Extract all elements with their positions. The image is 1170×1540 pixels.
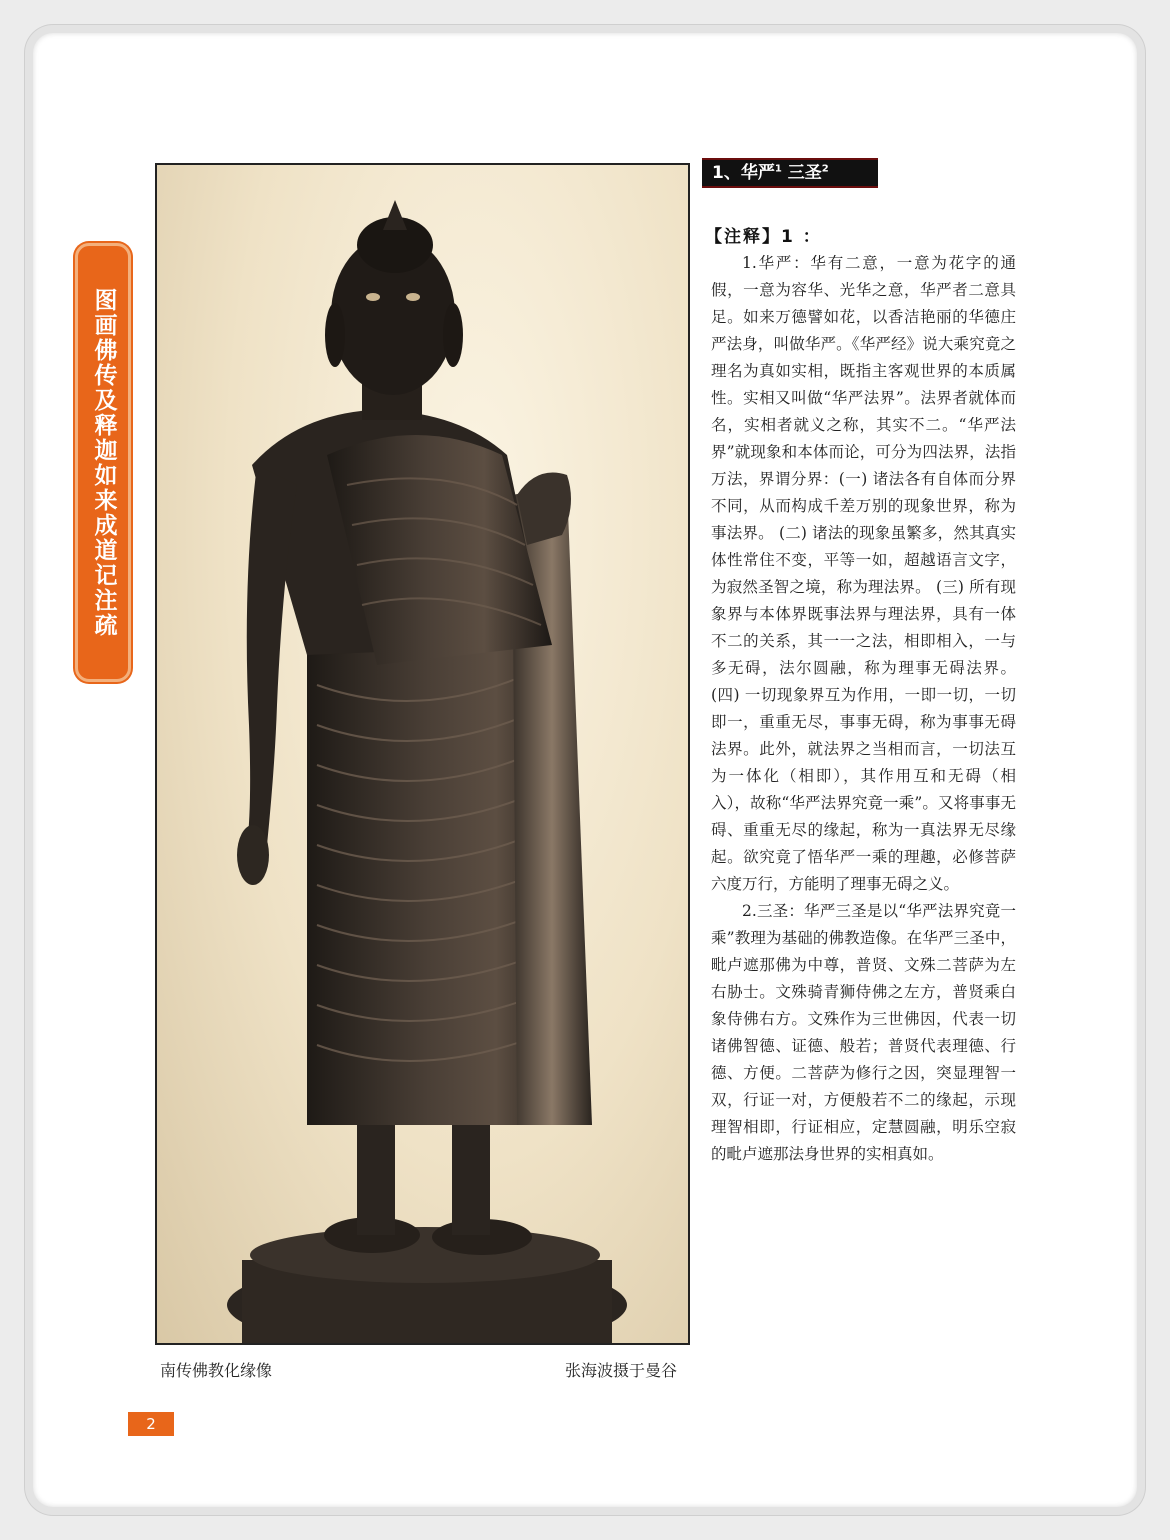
sidebar-title-tab (75, 243, 131, 682)
right-leg (452, 1115, 490, 1235)
right-ear (443, 303, 463, 367)
right-eye (406, 293, 420, 301)
left-hand (237, 825, 269, 885)
page-number: 2 (128, 1412, 174, 1436)
pedestal-top (250, 1227, 600, 1283)
photo-caption-title: 南传佛教化缘像 (160, 1361, 273, 1380)
buddha-statue-photo (155, 163, 690, 1345)
note-paragraph-sansheng: 2.三圣：华严三圣是以“华严法界究竟一乘”教理为基础的佛教造像。在华严三圣中，毗卢遮那佛为中尊，普贤、文殊二菩萨为左右胁士。文殊骑青狮侍佛之左方，普贤乘白象侍佛右方。文殊作为三世佛因，代表一切诸佛智德、证德、般若；普贤代表理德、行德、方便。二菩萨为修行之因，突显理智一双，行证一对，方便般若不二的缘起，示现理智相即，行证相应，定慧圆融，明乐空寂的毗卢遮那法身世界的实相真如。 (711, 902, 1016, 1163)
left-leg (357, 1115, 395, 1235)
section-heading (702, 158, 878, 188)
left-ear (325, 303, 345, 367)
standing-buddha-illustration (157, 165, 690, 1345)
notes-body (711, 250, 1016, 1168)
section-heading-number: 1、华严 (712, 163, 775, 183)
note-paragraph-huayan: 1.华严：华有二意，一意为花字的通假，一意为容华、光华之意，华严者二意具足。如来万德譬如花，以香洁艳丽的华德庄严法身，叫做华严。《华严经》说大乘究竟之理名为真如实相，既指主客观世界的本质属性。实相又叫做“华严法界”。法界者就体而名，实相者就义之称，其实不二。“华严法界”就现象和本体而论，可分为四法界，法指万法，界谓分界：(一) 诸法各有自体而分界不同，从而构成千差万别的现象世界，称为事法界。 (二) 诸法的现象虽繁多，然其真实体性常住不变，平等一如，超越语言文字，为寂然圣智之境，称为理法界。 (三) 所有现象界与本体界既事法界与理法界，具有一体不二的关系，其一一之法，相即相入，一与多无碍，法尔圆融，称为理事无碍法界。(四) 一切现象界互为作用，一即一切，一切即一，重重无尽，事事无碍，称为事事无碍法界。此外，就法界之当相而言，一切法互为一体化（相即），其作用互和无碍（相入），故称“华严法界究竟一乘”。又将事事无碍、重重无尽的缘起，称为一真法界无尽缘起。欲究竟了悟华严一乘的理趣，必修菩萨六度万行，方能明了理事无碍之义。 (711, 254, 1016, 893)
flame-finial (383, 200, 407, 230)
photo-caption-credit: 张海波摄于曼谷 (565, 1361, 678, 1380)
section-heading-title: 三圣 (787, 163, 822, 183)
left-eye (366, 293, 380, 301)
notes-heading: 【注释】1 ： (705, 227, 822, 247)
footnote-ref-1: 1 (774, 163, 782, 175)
footnote-ref-2: 2 (821, 163, 829, 175)
sidebar-title: 图画佛传及释迦如来成道记注疏 (90, 287, 117, 638)
left-arm (247, 465, 297, 845)
